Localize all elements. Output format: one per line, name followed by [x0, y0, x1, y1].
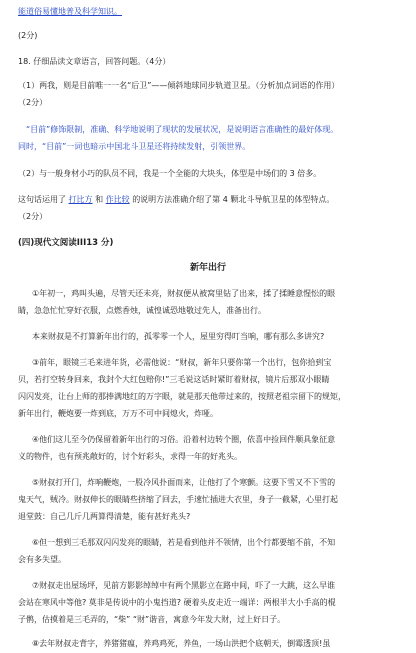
answer-2-suffix: 的说明方法准确介绍了第 4 颗北斗导航卫星的体型特点。	[132, 195, 335, 204]
para-4-line-2: 义的物件，也有预兆敞好的，讨个好彩头，求得一年的好兆头。	[18, 452, 242, 461]
answer-2-mid: 和	[95, 195, 104, 204]
para-6-line-2: 会有多失望。	[18, 555, 66, 564]
article-title: 新年出行	[189, 263, 226, 273]
para-7-line-1: ⑦财叔走出屋场坪，见前方影影绰绰中有两个黑影立在路中间，吓了一大跳，这么早谁	[32, 581, 336, 590]
para-5-line-2: 鬼天气，贼冷。财叔伸长的眼睛些挤缩了回去，手速忙插进大衣里，身子一截紧，心里打起	[18, 495, 338, 504]
question-18-1: （1）两我，则是目前唯一一名“后卫”——倾斜地球同步轨道卫星。（分析加点词语的作用）	[18, 81, 340, 90]
prev-answer-line	[18, 6, 402, 18]
prev-answer-text: 能道俗易懂地普及科学知识。	[18, 7, 122, 16]
question-18-1-score: （2分）	[18, 98, 48, 107]
para-7-line-2: 会站在寒风中等他? 莫非是传说中的小鬼挡道? 硬着头皮走近一端详：两根半大小手高的棍	[18, 598, 336, 607]
answer-1-line-2: 同时，“目前”一词也暗示中国北斗卫星还将持续发射，引领世界。	[18, 142, 251, 151]
para-3-line-3: 闪闪发亮，让台上师的那捧满地红的万字眼，就是那天他带过来的，按照老祖宗留下的规矩，	[18, 392, 346, 401]
answer-1-line-1: “目前”修饰限制，准确、科学地说明了现状的发展状况，是说明语言准确性的最好体现。	[26, 125, 339, 134]
para-3-line-2: 贝，若打空转身回来，我封个大红包赔你!”三毛说这话时紧盯着财叔，镜片后那双小眼睛	[18, 375, 330, 384]
para-6-line-1: ⑥但一想到三毛那双闪闪发亮的眼睛，若是看到他并不领情，出个行都要缩不前，不知	[32, 538, 336, 547]
para-3-line-4: 新年出行，鞭炮要一炸到底，万万不可中间熄火，炸哑。	[18, 409, 218, 418]
para-1-line-2: 睛，急急忙忙穿好衣服，点燃香烛，诚惶诚恐地敬过先人，准备出行。	[18, 306, 266, 315]
para-2-line-1: 本来财叔是不打算新年出行的，孤零零一个人，屋里穷得叮当响，哪有那么多讲究?	[32, 332, 325, 341]
answer-2-prefix: 这句话运用了	[18, 195, 66, 204]
para-3-line-1: ③前年，眼镜三毛来进年货，必需他说：“财叔，新年只要你第一个出行，包你拾到宝	[32, 358, 332, 367]
answer-2-line	[18, 194, 402, 206]
para-7-line-3: 子鹘，估摸着是三毛弄的，“柴” “财”谐音，寓意今年发大财，过上好日子。	[18, 615, 286, 624]
question-18: 18. 仔细品读文章语言，回答问题。（4分）	[18, 57, 171, 66]
para-8-line-1: ⑧去年财叔走背字，养猪猪瘟，养鸡鸡死，养鱼，一场山洪把个底朝天，倒霉透顶!虽	[32, 639, 331, 648]
para-5-line-1: ⑤财叔打开门，炸响鞭炮，一股冷风扑面而来，让他打了个寒颤。这要下雪又不下雪的	[32, 478, 336, 487]
para-5-line-3: 退堂鼓：自己几斤几两算得清楚，能有甚好兆头?	[18, 512, 191, 521]
answer-2-blank-1: 打比方	[68, 195, 93, 204]
answer-2-score: （2分）	[18, 212, 48, 221]
para-1-line-1: ①年初一，鸡叫头遍，尽管天还未亮，财叔便从被窝里钻了出来，揉了揉睡意惺忪的眼	[32, 289, 336, 298]
question-18-2: （2）与一般身材小巧的队员不同，我是一个全能的大块头，体型是中场们的 3 倍多。	[18, 169, 322, 178]
para-4-line-1: ④他们这儿至今仍保留着新年出行的习俗。沿着村边转个圈，依喜中捡回件顺具象征意	[32, 435, 336, 444]
score-label: (2分)	[18, 31, 38, 40]
section-heading: (四)现代文阅读III13 分)	[18, 238, 114, 248]
answer-2-blank-2: 作比较	[105, 195, 130, 204]
